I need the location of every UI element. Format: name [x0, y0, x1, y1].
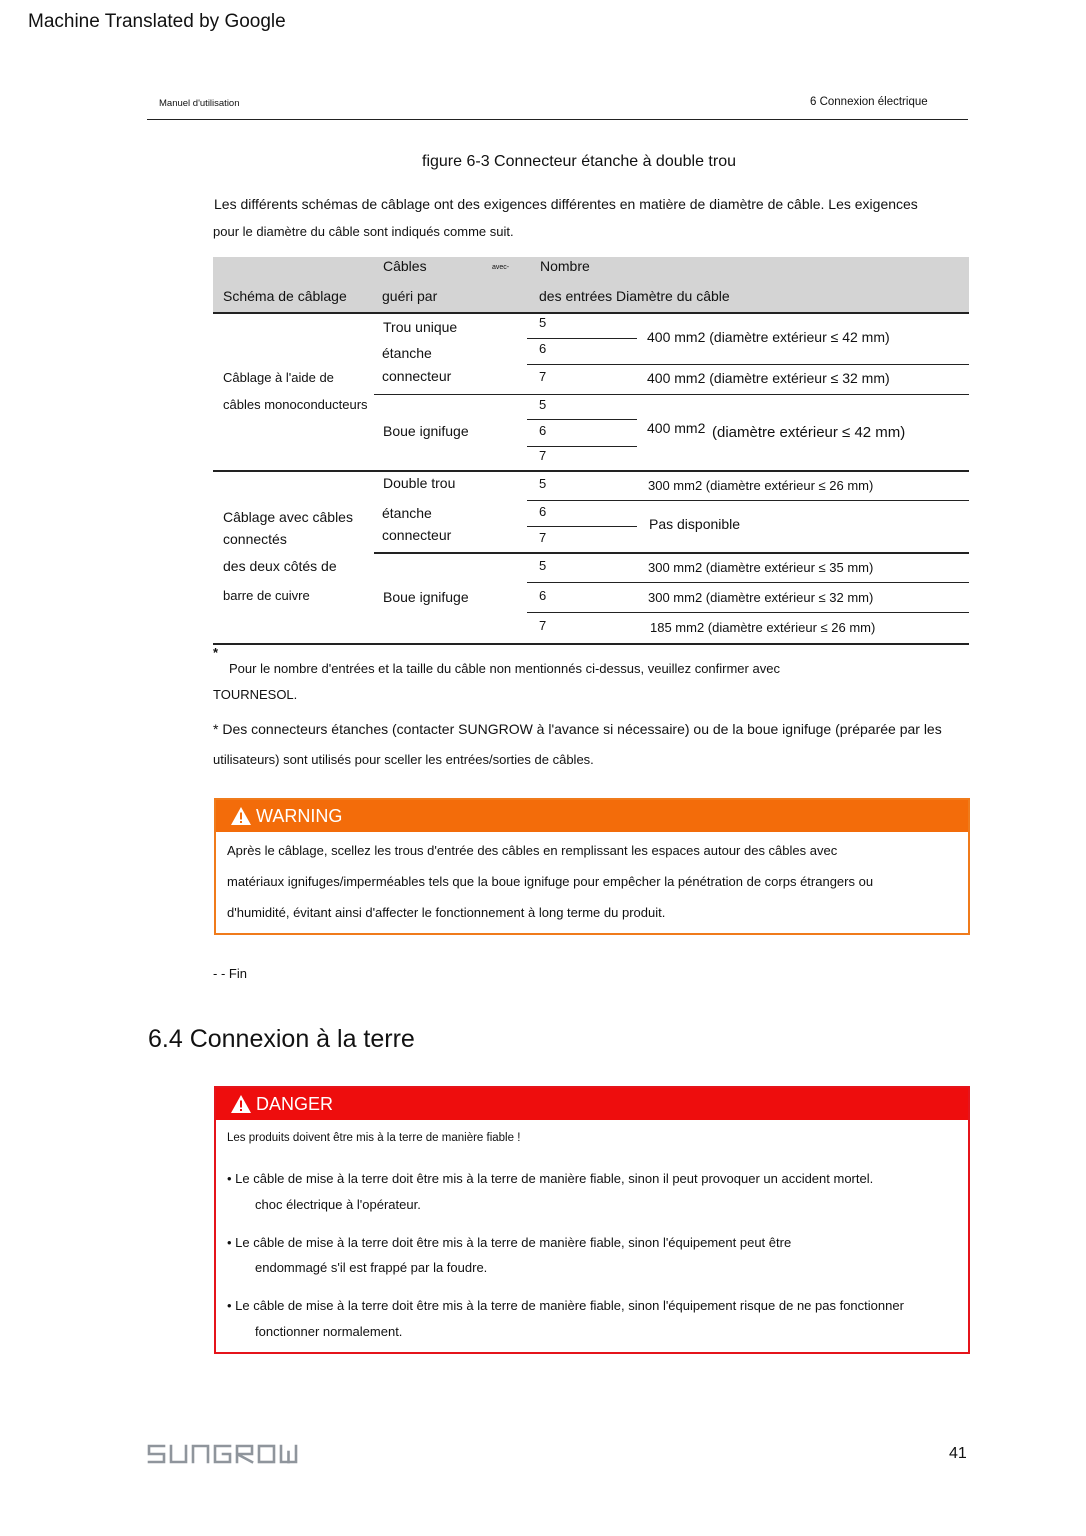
g1-count: 5 — [539, 397, 547, 412]
th-number-1: Nombre — [540, 258, 590, 274]
g1-diameter-3a: 400 mm2 — [647, 420, 706, 436]
danger-bullet3-line1: • Le câble de mise à la terre doit être mis à la terre de manière fiable, sinon l'équipement risque de ne pas fonctionner — [227, 1298, 904, 1313]
g1-count: 6 — [539, 341, 547, 356]
note-star: * — [213, 645, 219, 660]
g2-scheme-3: des deux côtés de — [223, 558, 337, 574]
g2-method1-1: Double trou — [383, 475, 456, 491]
g1-diameter-2: 400 mm2 (diamètre extérieur ≤ 32 mm) — [647, 370, 890, 386]
note1-line1: Pour le nombre d'entrées et la taille du câble non mentionnés ci-dessus, veuillez confirmer avec — [229, 661, 780, 676]
th-cables-2: guéri par — [382, 288, 438, 304]
g1-count: 5 — [539, 315, 547, 330]
th-cables-1: Câbles — [383, 258, 427, 274]
warning-line1: Après le câblage, scellez les trous d'entrée des câbles en remplissant les espaces autour des câbles avec — [227, 843, 838, 858]
th-cables-small: avec- — [492, 264, 510, 271]
g2-diameter-2: Pas disponible — [649, 516, 741, 532]
g2-diameter-5: 185 mm2 (diamètre extérieur ≤ 26 mm) — [650, 620, 876, 635]
table-rule — [374, 394, 969, 395]
g1-diameter-1: 400 mm2 (diamètre extérieur ≤ 42 mm) — [647, 329, 890, 345]
warning-header — [216, 800, 968, 832]
g2-scheme-1: Câblage avec câbles — [223, 509, 353, 525]
note2-line2: utilisateurs) sont utilisés pour sceller les entrées/sorties de câbles. — [213, 752, 594, 767]
table-rule — [527, 500, 969, 501]
g2-count: 6 — [539, 504, 547, 519]
header-left: Manuel d'utilisation — [159, 98, 240, 109]
warning-title: WARNING — [256, 806, 343, 826]
g2-count: 7 — [539, 618, 547, 633]
g1-count: 7 — [539, 369, 547, 384]
table-rule — [213, 643, 969, 645]
g2-method1-2: étanche — [382, 505, 432, 521]
danger-bullet2-line2: endommagé s'il est frappé par la foudre. — [255, 1260, 488, 1275]
g2-count: 5 — [539, 558, 547, 573]
header-rule — [147, 119, 968, 120]
table-rule — [527, 419, 637, 420]
g2-diameter-4: 300 mm2 (diamètre extérieur ≤ 32 mm) — [648, 590, 874, 605]
g2-diameter-1: 300 mm2 (diamètre extérieur ≤ 26 mm) — [648, 478, 874, 493]
intro-line-1: Les différents schémas de câblage ont des exigences différentes en matière de diamètre de câble. Les exigences — [214, 196, 918, 212]
end-marker: - - Fin — [213, 966, 247, 981]
g1-scheme-2: câbles monoconducteurs — [223, 397, 368, 412]
warning-box — [214, 798, 970, 935]
g1-method2: Boue ignifuge — [383, 423, 469, 439]
table-rule — [527, 526, 637, 527]
translation-banner: Machine Translated by Google — [28, 11, 286, 32]
figure-caption: figure 6-3 Connecteur étanche à double trou — [422, 153, 736, 170]
note1-line2: TOURNESOL. — [213, 687, 298, 702]
g2-scheme-4: barre de cuivre — [223, 588, 310, 603]
warning-line3: d'humidité, évitant ainsi d'affecter le fonctionnement à long terme du produit. — [227, 905, 666, 920]
g2-method2: Boue ignifuge — [383, 589, 469, 605]
intro-line-2: pour le diamètre du câble sont indiqués comme suit. — [213, 224, 514, 239]
g2-method1-3: connecteur — [382, 527, 452, 543]
g1-method1-2: étanche — [382, 345, 432, 361]
danger-bullet1-line2: choc électrique à l'opérateur. — [255, 1197, 421, 1212]
table-rule — [527, 612, 969, 613]
table-rule — [213, 312, 969, 314]
th-scheme: Schéma de câblage — [223, 288, 347, 304]
danger-lead: Les produits doivent être mis à la terre de manière fiable ! — [227, 1132, 521, 1144]
header-right: 6 Connexion électrique — [810, 96, 928, 108]
sungrow-logo — [147, 1443, 307, 1467]
g1-method1-1: Trou unique — [383, 319, 458, 335]
danger-bullet3-line2: fonctionner normalement. — [255, 1324, 403, 1339]
warning-line2: matériaux ignifuges/imperméables tels que la boue ignifuge pour empêcher la pénétration de corps étrangers ou — [227, 874, 874, 889]
g1-diameter-3b: (diamètre extérieur ≤ 42 mm) — [712, 424, 906, 441]
warning-triangle-icon — [230, 806, 252, 826]
g1-method1-3: connecteur — [382, 368, 452, 384]
table-rule — [527, 364, 969, 365]
g1-scheme-1: Câblage à l'aide de — [223, 370, 334, 385]
danger-bullet2-line1: • Le câble de mise à la terre doit être mis à la terre de manière fiable, sinon l'équipement peut être — [227, 1235, 792, 1250]
danger-triangle-icon — [230, 1094, 252, 1114]
table-rule — [213, 470, 969, 472]
table-rule — [527, 582, 969, 583]
g2-count: 6 — [539, 588, 547, 603]
g1-count: 6 — [539, 423, 547, 438]
danger-bullet1-line1: • Le câble de mise à la terre doit être mis à la terre de manière fiable, sinon il peut provoquer un accident mortel. — [227, 1171, 874, 1186]
g2-count: 7 — [539, 530, 547, 545]
note2-line1: * Des connecteurs étanches (contacter SUNGROW à l'avance si nécessaire) ou de la boue ignifuge (préparée par les — [213, 721, 942, 737]
danger-box — [214, 1086, 970, 1354]
g2-count: 5 — [539, 476, 547, 491]
th-number-2: des entrées Diamètre du câble — [539, 288, 730, 304]
table-rule — [527, 446, 637, 447]
danger-title: DANGER — [256, 1094, 334, 1114]
g1-count: 7 — [539, 448, 547, 463]
table-rule — [374, 552, 969, 554]
section-title: 6.4 Connexion à la terre — [148, 1025, 415, 1053]
danger-header — [216, 1088, 968, 1120]
g2-diameter-3: 300 mm2 (diamètre extérieur ≤ 35 mm) — [648, 560, 874, 575]
g2-scheme-2: connectés — [223, 531, 287, 547]
page-number: 41 — [949, 1445, 967, 1462]
table-rule — [527, 338, 637, 339]
